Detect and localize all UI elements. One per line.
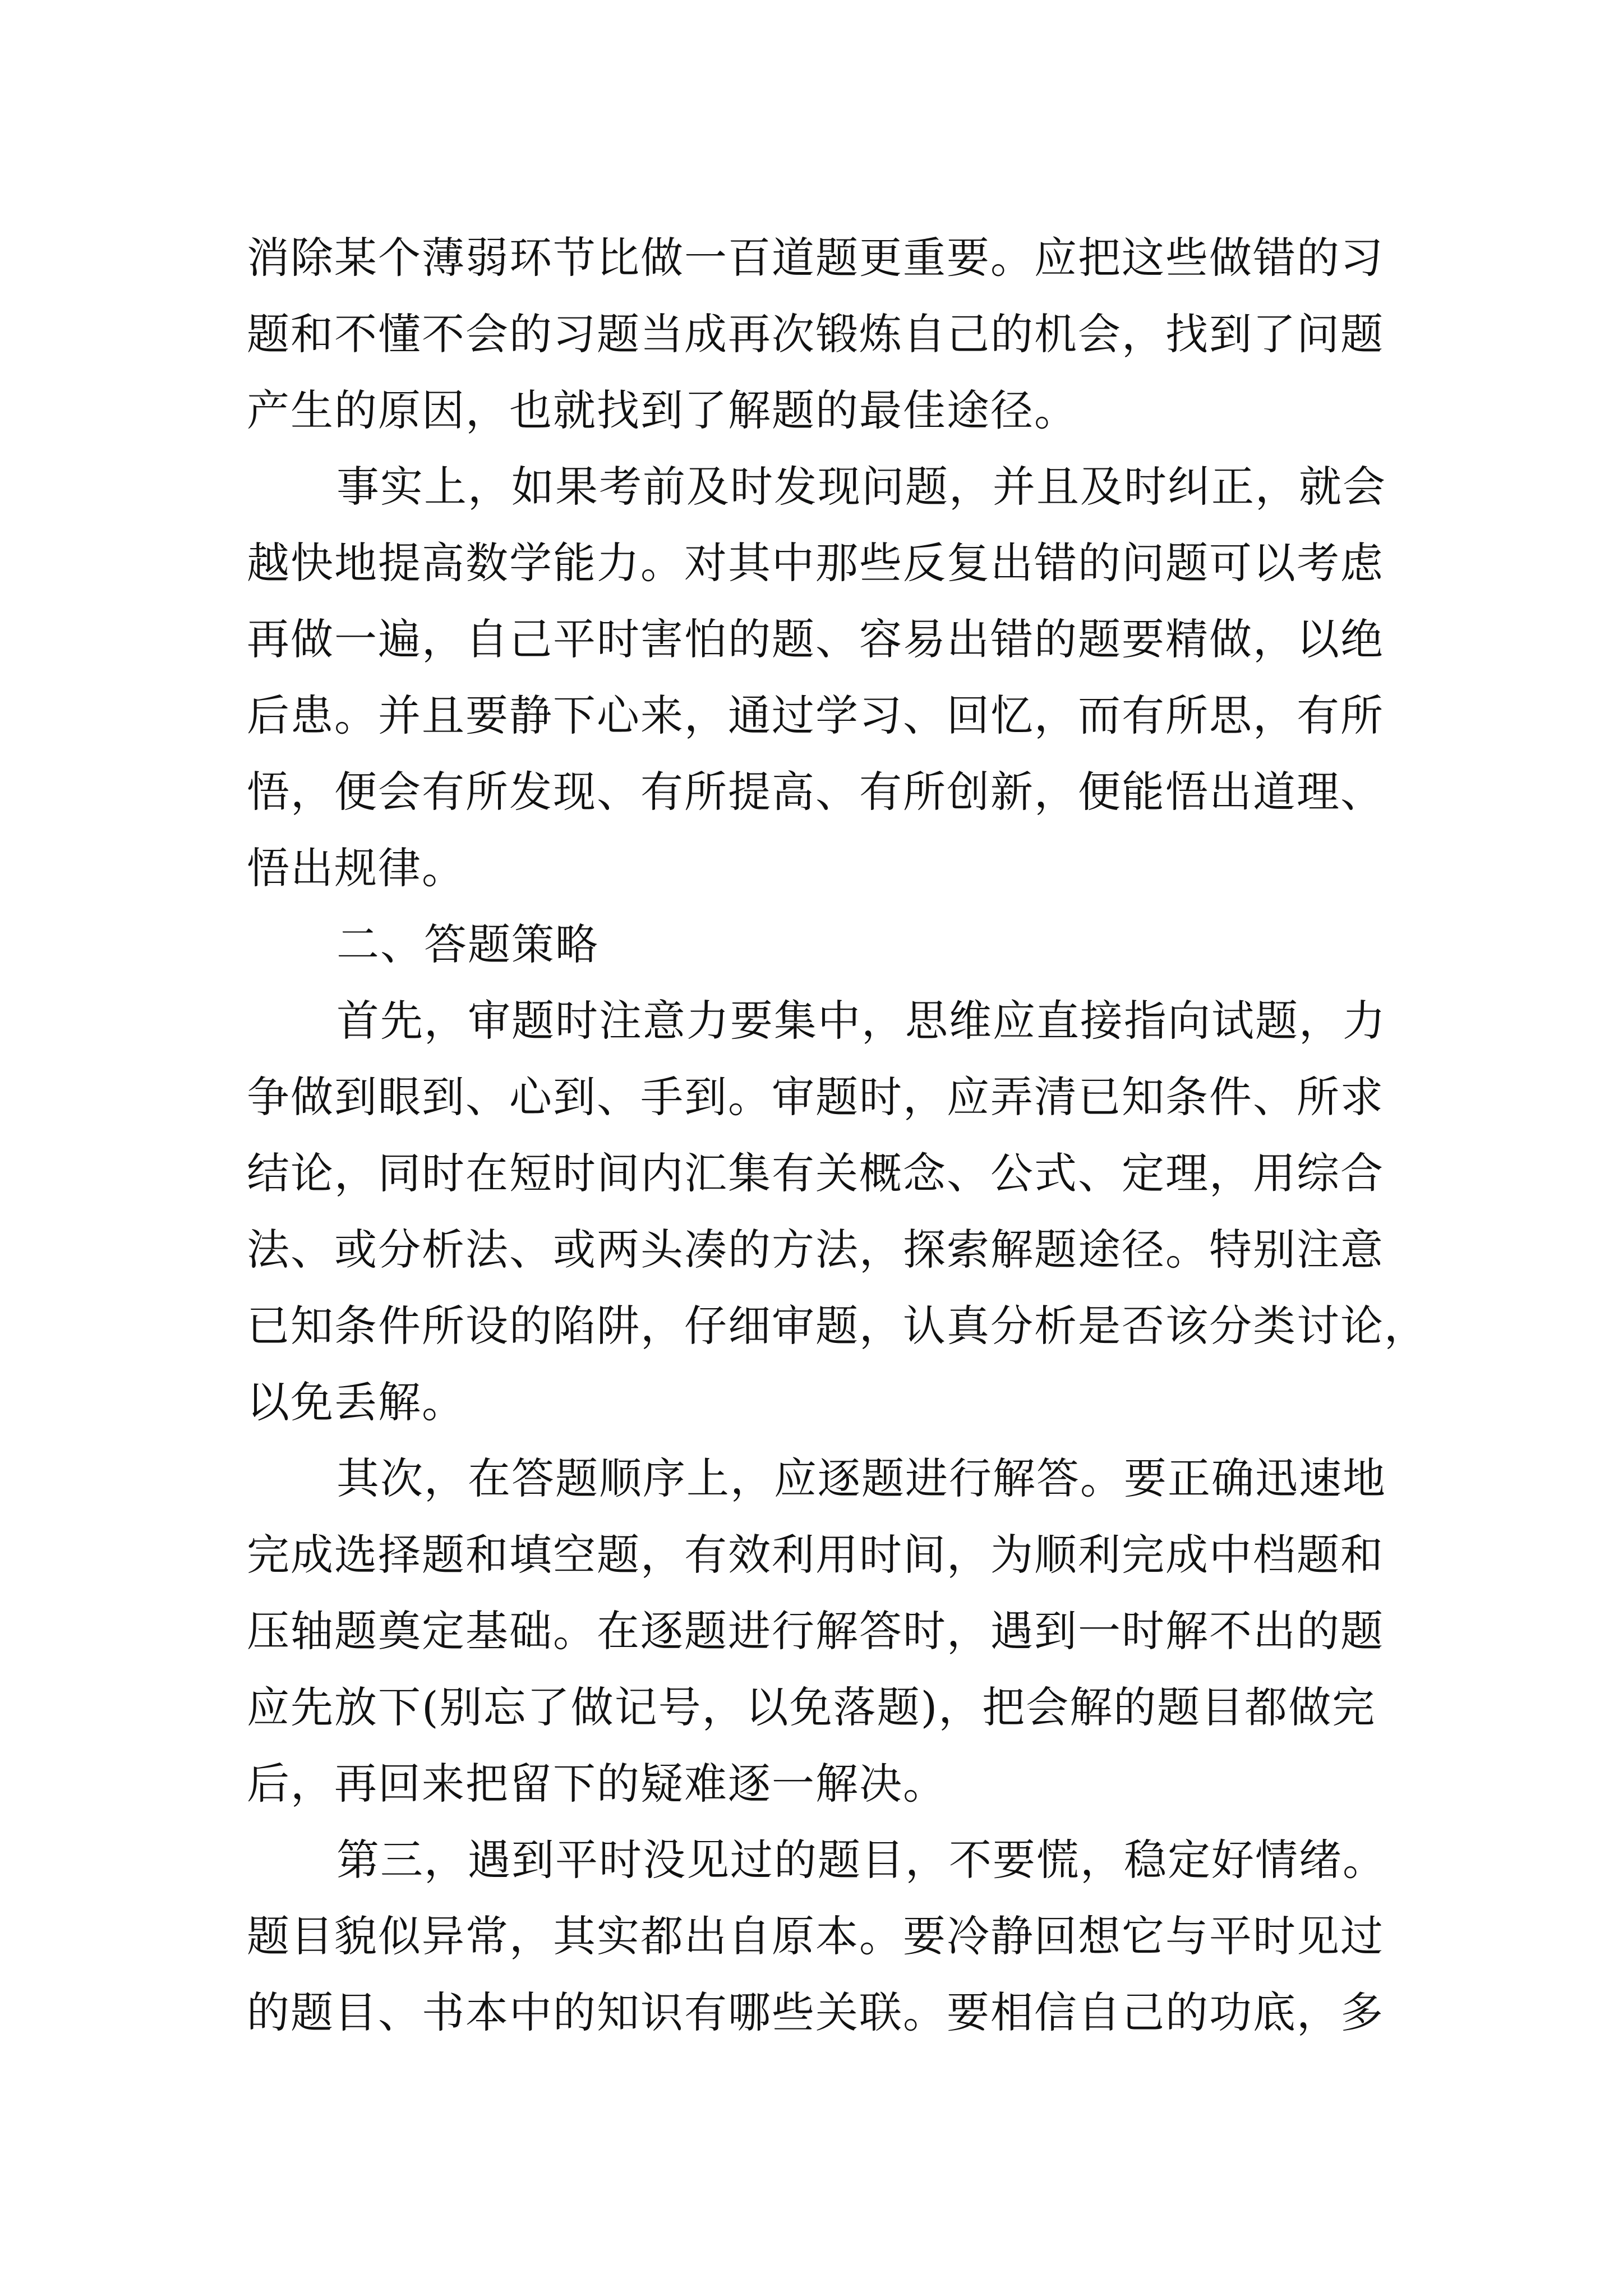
- text-line: 题和不懂不会的习题当成再次锻炼自己的机会，找到了问题: [247, 309, 1384, 359]
- text-line: 产生的原因，也就找到了解题的最佳途径。: [247, 385, 1078, 435]
- text-line: 已知条件所设的陷阱，仔细审题，认真分析是否该分类讨论，: [247, 1301, 1428, 1351]
- document-body: [247, 220, 1428, 2051]
- text-line: 消除某个薄弱环节比做一百道题更重要。应把这些做错的习: [247, 233, 1384, 283]
- text-line: 争做到眼到、心到、手到。审题时，应弄清已知条件、所求: [247, 1072, 1384, 1122]
- paragraph-start-line: 事实上，如果考前及时发现问题，并且及时纠正，就会: [336, 462, 1386, 512]
- text-line: 后患。并且要静下心来，通过学习、回忆，而有所思，有所: [247, 691, 1384, 740]
- section-heading: 二、答题策略: [336, 919, 599, 969]
- text-line: 再做一遍，自己平时害怕的题、容易出错的题要精做，以绝: [247, 614, 1384, 664]
- text-line: 压轴题奠定基础。在逐题进行解答时，遇到一时解不出的题: [247, 1606, 1384, 1656]
- paragraph-start-line: 首先，审题时注意力要集中，思维应直接指向试题，力: [336, 996, 1386, 1046]
- text-line: 完成选择题和填空题，有效利用时间，为顺利完成中档题和: [247, 1530, 1384, 1580]
- paragraph-start-line: 第三，遇到平时没见过的题目，不要慌，稳定好情绪。: [336, 1835, 1386, 1885]
- text-line: 悟，便会有所发现、有所提高、有所创新，便能悟出道理、: [247, 767, 1384, 817]
- text-line: 法、或分析法、或两头凑的方法，探索解题途径。特别注意: [247, 1225, 1384, 1274]
- text-line: 题目貌似异常，其实都出自原本。要冷静回想它与平时见过: [247, 1911, 1384, 1961]
- text-line: 应先放下(别忘了做记号，以免落题)，把会解的题目都做完: [247, 1682, 1376, 1732]
- text-line: 的题目、书本中的知识有哪些关联。要相信自己的功底，多: [247, 1987, 1384, 2037]
- paragraph-start-line: 其次，在答题顺序上，应逐题进行解答。要正确迅速地: [336, 1453, 1386, 1503]
- text-line: 结论，同时在短时间内汇集有关概念、公式、定理，用综合: [247, 1148, 1384, 1198]
- text-line: 后，再回来把留下的疑难逐一解决。: [247, 1759, 947, 1809]
- text-line: 悟出规律。: [247, 843, 465, 893]
- text-line: 越快地提高数学能力。对其中那些反复出错的问题可以考虑: [247, 538, 1384, 588]
- text-line: 以免丢解。: [247, 1377, 465, 1427]
